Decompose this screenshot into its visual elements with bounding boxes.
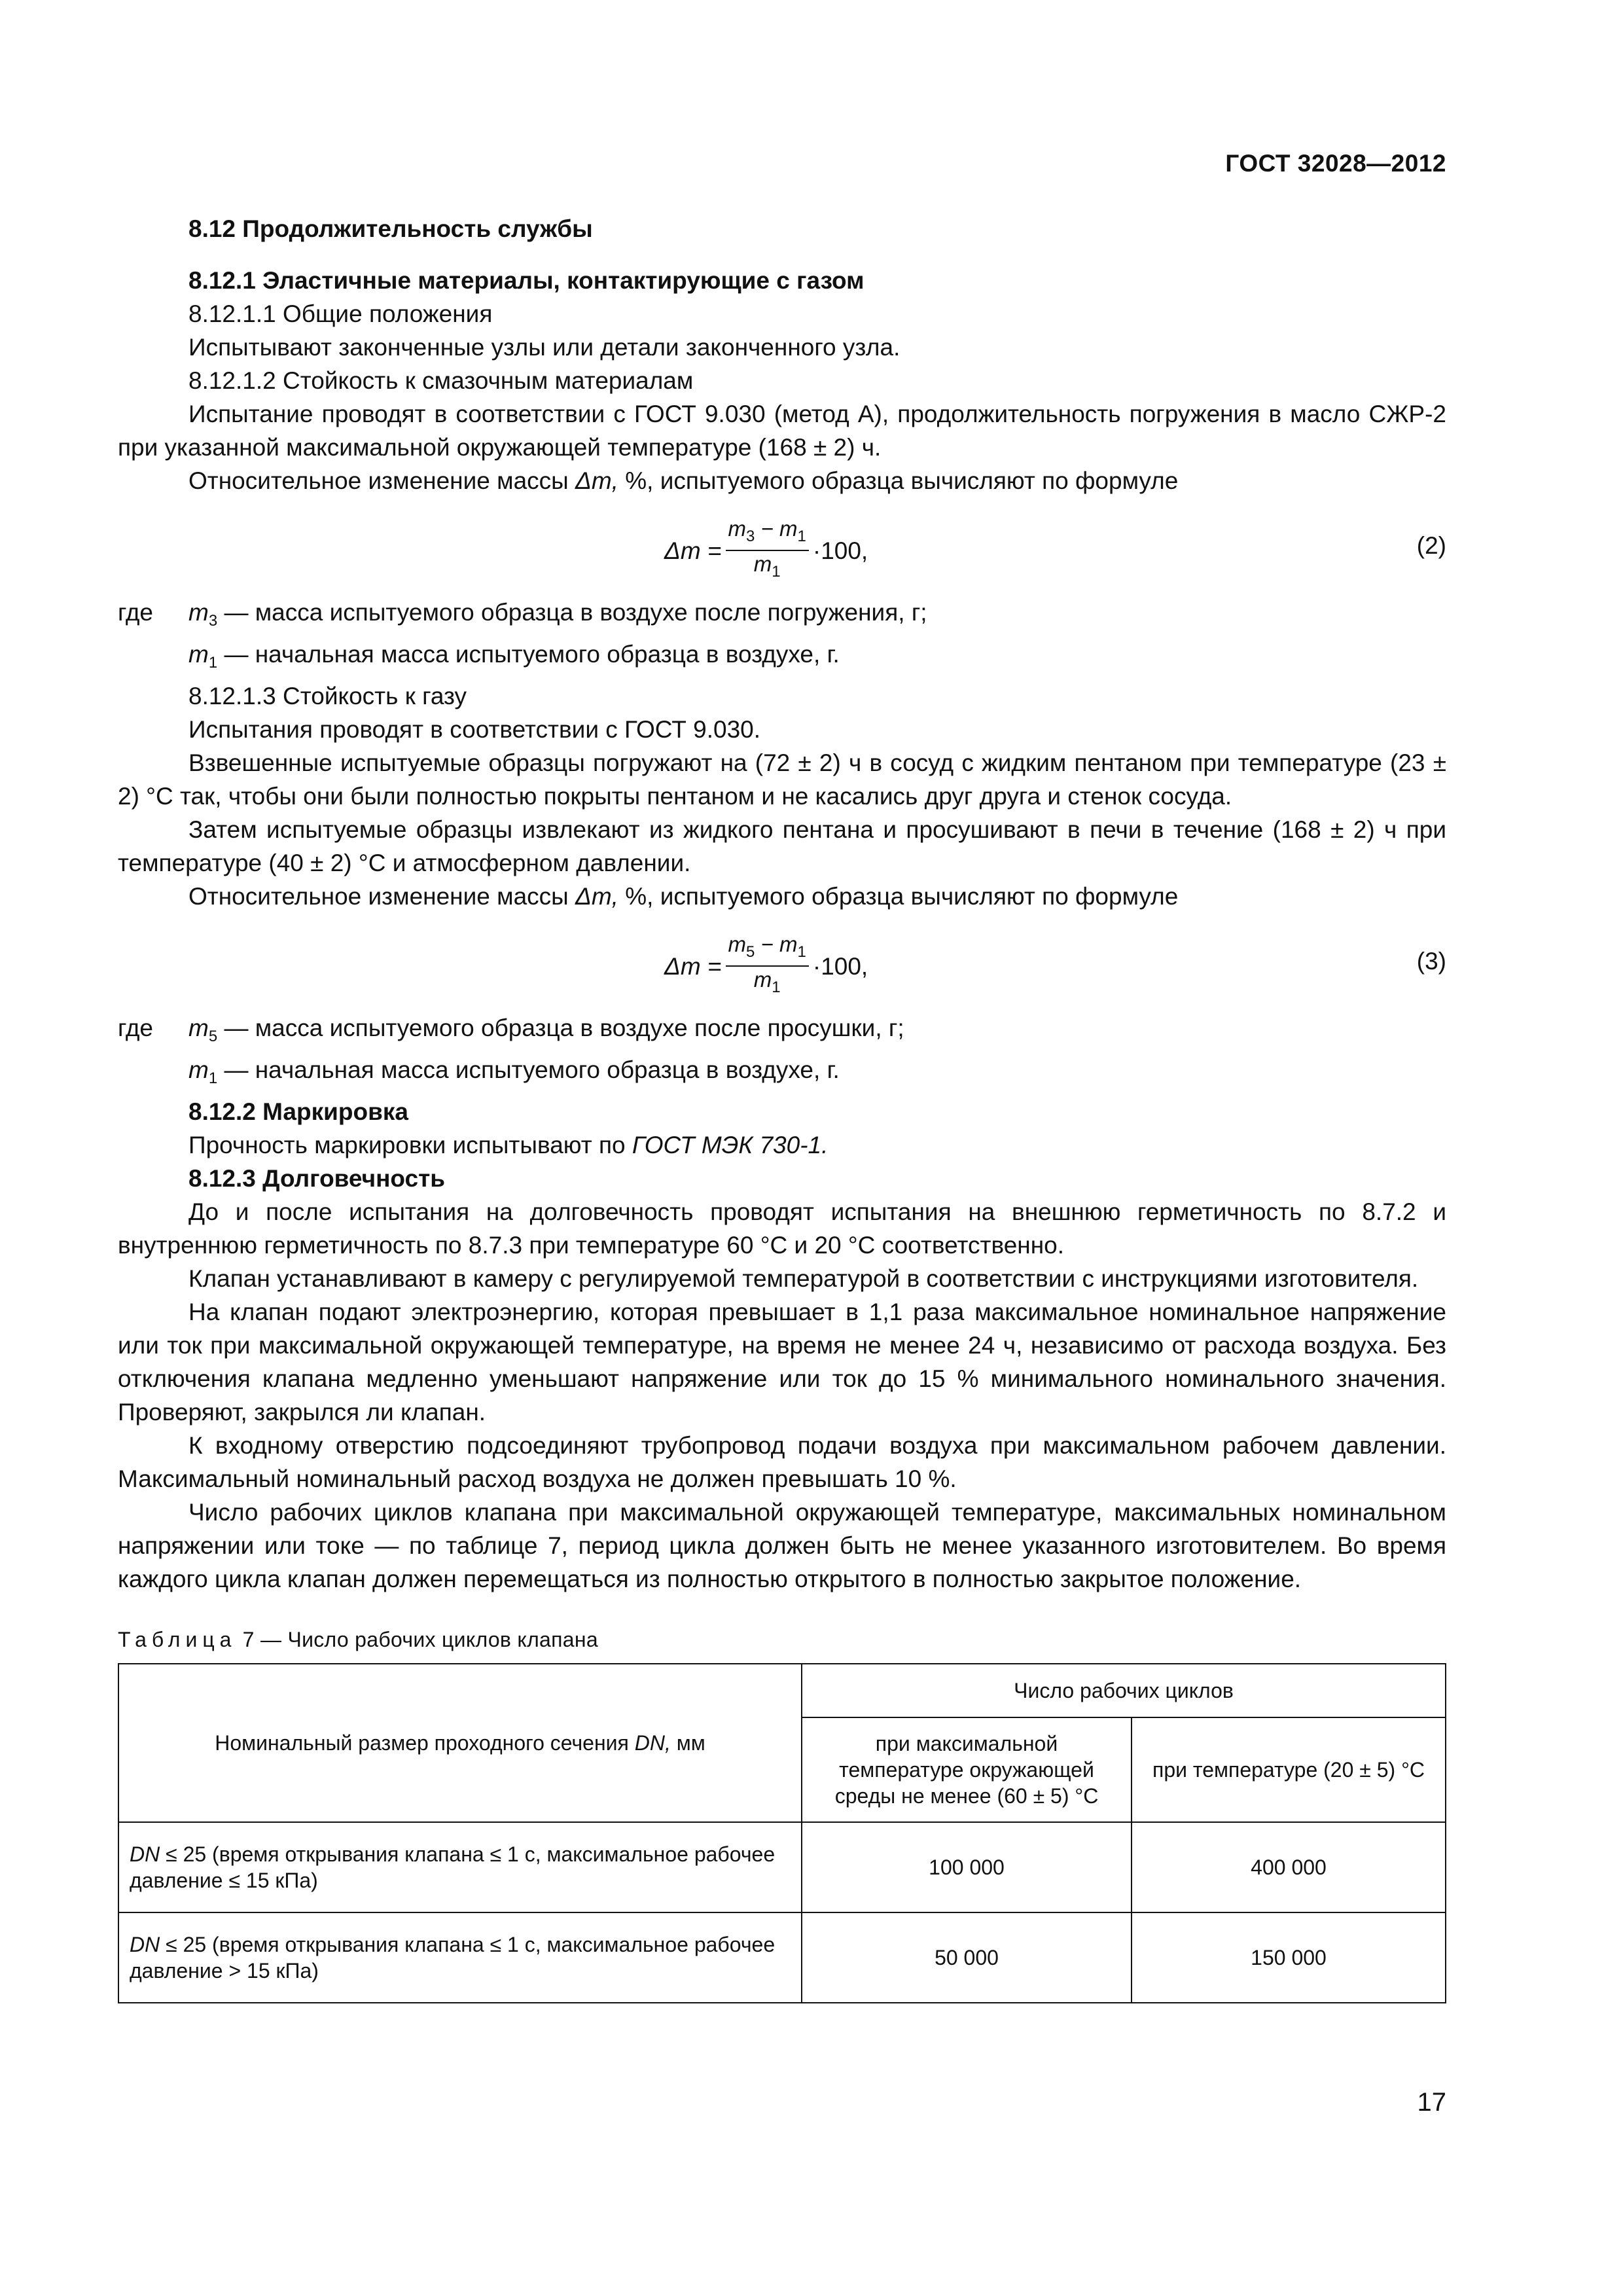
clause-heading: 8.12.1.2 Стойкость к смазочным материалам [188,367,694,394]
table-subheader-max-temp: при максимальной температуре окружающей среды не менее (60 ± 5) °С [802,1717,1132,1822]
delta-m-symbol: Δm, [575,467,618,494]
table-caption [118,1623,1446,1657]
symbol: $m_1$ [188,641,218,672]
paragraph: Взвешенные испытуемые образцы погружают на (72 ± 2) ч в сосуд с жидким пентаном при температуре (23 ± 2) °С так, чтобы они были полностью покрыты пентаном и не касались друг друга и стенок сосуда. [118,749,1446,810]
where-line [118,596,1446,637]
symbol-definition: — начальная масса испытуемого образца в воздухе, г. [224,641,840,668]
table-cell-max-temp: 50 000 [802,1912,1132,2003]
paragraph: На клапан подают электроэнергию, которая превышает в 1,1 раза максимальное номинальное напряжение или ток при максимальной окружающей температуре, на время не менее 24 ч, независимо от расхода воздуха. Без отключения клапана медленно уменьшают напряжение или ток до 15 % минимального номинального значения. Проверяют, закрылся ли клапан. [118,1299,1446,1426]
table-header-dn [118,1664,802,1822]
table-cell-20c: 400 000 [1132,1822,1446,1912]
paragraph: Испытывают законченные узлы или детали законченного узла. [188,334,901,361]
condition-text: ≤ 25 (время открывания клапана ≤ 1 с, максимальное рабочее давление ≤ 15 кПа) [130,1842,776,1892]
cycles-table [118,1663,1446,2003]
formula-denominator: $m_1$ [753,552,781,581]
formula-intro-text-b: %, испытуемого образца вычисляют по формуле [625,467,1179,494]
symbol-definition: — масса испытуемого образца в воздухе после погружения, г; [224,599,927,626]
formula-intro [118,464,1446,497]
table-row [118,1912,1446,2003]
symbol-definition: — масса испытуемого образца в воздухе после просушки, г; [224,1014,904,1041]
symbol: $m_3$ [188,599,218,630]
formula-rhs: ·100, [812,537,868,564]
condition-text: ≤ 25 (время открывания клапана ≤ 1 с, максимальное рабочее давление > 15 кПа) [130,1933,776,1982]
clause-heading: 8.12.1.1 Общие положения [188,300,493,327]
document-code: ГОСТ 32028—2012 [1225,150,1446,177]
table-subheader-20c: при температуре (20 ± 5) °С [1132,1717,1446,1822]
subsection-title: 8.12.1 Эластичные материалы, контактирующие с газом [188,267,865,294]
symbol: $m_5$ [188,1014,218,1045]
header-unit: мм [676,1731,705,1755]
table-cell-condition [118,1912,802,2003]
formula-intro-text-a: Относительное изменение массы [188,883,569,910]
paragraph: Клапан устанавливают в камеру с регулируемой температурой в соответствии с инструкциями изготовителя. [188,1265,1419,1292]
formula-lhs: Δm = [664,537,722,564]
formula-numerator: $m_3 - m_1$ [726,516,809,551]
formula-3 [118,927,1446,1003]
clause-heading: 8.12.1.3 Стойкость к газу [188,683,467,709]
dn-symbol: DN [130,1933,160,1956]
formula-lhs: Δm = [664,952,722,980]
page-body [118,209,1446,2003]
subsection-title: 8.12.2 Маркировка [188,1098,408,1125]
page-number: 17 [1417,2088,1446,2117]
paragraph: Затем испытуемые образцы извлекают из жидкого пентана и просушивают в печи в течение (168 ± 2) ч при температуре (40 ± 2) °С и атмосферном давлении. [118,816,1446,876]
paragraph: До и после испытания на долговечность проводят испытания на внешнюю герметичность по 8.7.2 и внутреннюю герметичность по 8.7.3 при температуре 60 °С и 20 °С соответственно. [118,1198,1446,1259]
table-cell-max-temp: 100 000 [802,1822,1132,1912]
table-header-group: Число рабочих циклов [802,1664,1446,1717]
table-row [118,1822,1446,1912]
header-text: Номинальный размер проходного сечения [215,1731,629,1755]
table-cell-condition [118,1822,802,1912]
formula-intro [118,880,1446,913]
paragraph: Испытания проводят в соответствии с ГОСТ 9.030. [188,716,761,743]
formula-fraction [726,516,809,585]
formula-2 [118,512,1446,588]
formula-fraction [726,931,809,1001]
paragraph-text: Прочность маркировки испытывают по [188,1132,626,1158]
formula-numerator: $m_5 - m_1$ [726,931,809,967]
table-cell-20c: 150 000 [1132,1912,1446,2003]
equation-number: (2) [1416,532,1446,559]
where-label: где [118,599,154,626]
symbol-definition: — начальная масса испытуемого образца в воздухе, г. [224,1056,840,1083]
where-line [118,1053,1446,1095]
equation-number: (3) [1416,948,1446,975]
formula-intro-text-a: Относительное изменение массы [188,467,569,494]
header-dn-symbol: DN, [634,1731,671,1755]
symbol: $m_1$ [188,1056,218,1087]
where-line [118,1011,1446,1053]
paragraph: К входному отверстию подсоединяют трубопровод подачи воздуха при максимальном рабочем давлении. Максимальный номинальный расход воздуха не должен превышать 10 %. [118,1432,1446,1492]
subsection-title: 8.12.3 Долговечность [188,1165,445,1192]
table-caption-text: 7 — Число рабочих циклов клапана [242,1628,598,1651]
section-title: 8.12 Продолжительность службы [188,215,593,242]
where-label: где [118,1014,154,1041]
table-caption-label: Таблица [118,1628,237,1651]
paragraph: Число рабочих циклов клапана при максимальной окружающей температуре, максимальных номинальном напряжении или токе — по таблице 7, период цикла должен быть не менее указанного изготовителем. Во время каждого цикла клапан должен перемещаться из полностью открытого в полностью закрытое положение. [118,1499,1446,1592]
dn-symbol: DN [130,1842,160,1866]
formula-rhs: ·100, [812,952,868,980]
formula-intro-text-b: %, испытуемого образца вычисляют по формуле [625,883,1179,910]
formula-denominator: $m_1$ [753,967,781,996]
paragraph: Испытание проводят в соответствии с ГОСТ 9.030 (метод А), продолжительность погружения в масло СЖР-2 при указанной максимальной окружающей температуре (168 ± 2) ч. [118,401,1446,461]
standard-reference: ГОСТ МЭК 730-1. [632,1132,829,1158]
where-line [118,637,1446,679]
paragraph [118,1128,1446,1162]
delta-m-symbol: Δm, [575,883,618,910]
